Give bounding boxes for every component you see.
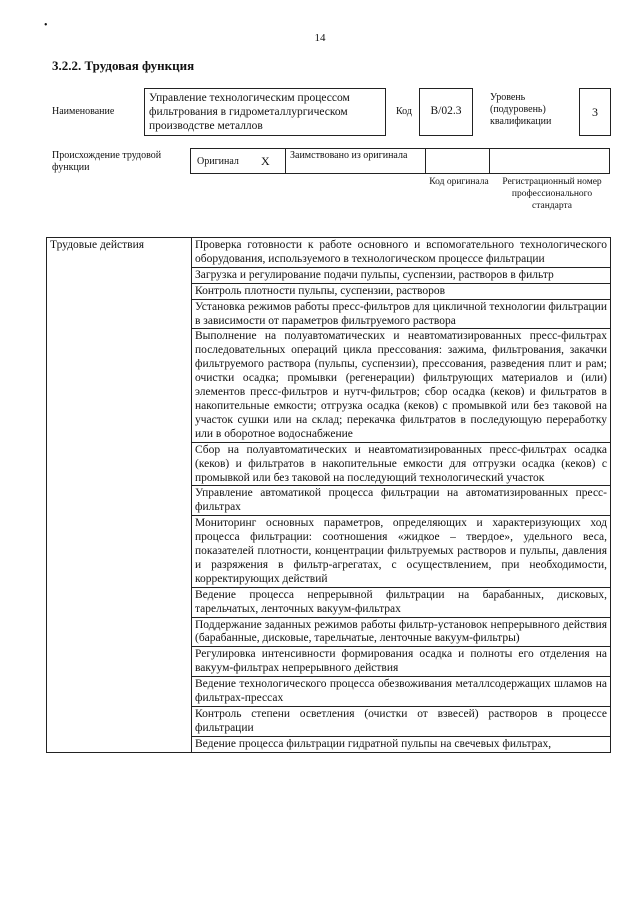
labor-action-item: Загрузка и регулирование подачи пульпы, суспензии, растворов в фильтр: [192, 267, 611, 283]
reg-number-cell: [490, 148, 610, 174]
reg-number-label: Регистрационный номер профессионального стандарта: [502, 177, 602, 211]
table-row: [47, 238, 611, 268]
code-label: Код: [396, 106, 412, 117]
page-number: 14: [314, 32, 326, 44]
labor-action-item: Контроль степени осветления (очистки от взвесей) растворов в процессе фильтрации: [192, 707, 611, 737]
labor-action-item: Установка режимов работы пресс-фильтров для цикличной технологии фильтрации в зависимости от параметров фильтруемого раствора: [192, 299, 611, 329]
labor-actions-header: Трудовые действия: [47, 238, 192, 753]
original-label: Оригинал: [197, 156, 239, 167]
labor-action-item: Ведение процесса непрерывной фильтрации на барабанных, дисковых, тарельчатых, ленточных вакуум-фильтрах: [192, 587, 611, 617]
level-label: Уровень (подуровень) квалификации: [490, 92, 552, 127]
original-mark: X: [261, 154, 270, 168]
name-label: Наименование: [52, 106, 115, 117]
labor-action-item: Контроль плотности пульпы, суспензии, растворов: [192, 283, 611, 299]
section-title: 3.2.2. Трудовая функция: [52, 58, 195, 73]
code-original-cell: [426, 148, 490, 174]
labor-action-item: Проверка готовности к работе основного и вспомогательного технологического оборудования, используемого в технологическом процессе фильтрации: [192, 238, 611, 268]
labor-action-item: Мониторинг основных параметров, определяющих и характеризующих ход процесса фильтрации: соотношения «жидкое – твердое», удельного веса, показателей плотности, концентрации фильтруемых растворов и пульпы, давления и разряжения в фильтр-агрегатах, с осуществлением, при необходимости, корректирующих действий: [192, 516, 611, 588]
code-original-label: Код оригинала: [429, 177, 489, 187]
level-value-box: 3: [579, 88, 611, 136]
borrowed-label: Заимствовано из оригинала: [290, 150, 408, 161]
original-cell: [190, 148, 286, 174]
labor-action-item: Сбор на полуавтоматических и неавтоматизированных пресс-фильтрах осадка (кеков) и фильтратов в накопительные емкости для отгрузки осадка (кеков) с промывкой или без таковой на последующий технологический участок: [192, 442, 611, 486]
origin-label: Происхождение трудовой функции: [52, 150, 162, 173]
function-name-box: Управление технологическим процессом фильтрования в гидрометаллургическом производстве металлов: [144, 88, 386, 136]
borrowed-cell: [286, 148, 426, 174]
labor-action-item: Регулировка интенсивности формирования осадка и полноты его отделения на вакуум-фильтрах непрерывного действия: [192, 647, 611, 677]
labor-action-item: Поддержание заданных режимов работы фильтр-установок непрерывного действия (барабанные, дисковые, тарельчатые, ленточные вакуум-фильтры): [192, 617, 611, 647]
speck-mark: •: [44, 20, 48, 31]
labor-action-item: Ведение процесса фильтрации гидратной пульпы на свечевых фильтрах,: [192, 736, 611, 752]
labor-action-item: Выполнение на полуавтоматических и неавтоматизированных пресс-фильтрах последовательных операций цикла прессования: зажима, фильтрования, закачки фильтруемого раствора (пульпы, суспензии), прессования, разведения плит и рам; очистки осадка; промывки (регенерации) фильтрующих материалов и (или) элементов пресс-фильтров и нутч-фильтров; сбор осадка (кеков) и фильтратов в накопительные емкости; отгрузка осадка (кеков) с промывкой или без таковой на участок сушки или на склад; перекачка фильтратов в последующую переработку или в оборотное водоснабжение: [192, 329, 611, 442]
labor-action-item: Ведение технологического процесса обезвоживания металлсодержащих шламов на фильтрах-прессах: [192, 677, 611, 707]
function-code-box: В/02.3: [419, 88, 473, 136]
labor-actions-table: [46, 237, 611, 753]
labor-action-item: Управление автоматикой процесса фильтрации на автоматизированных пресс-фильтрах: [192, 486, 611, 516]
